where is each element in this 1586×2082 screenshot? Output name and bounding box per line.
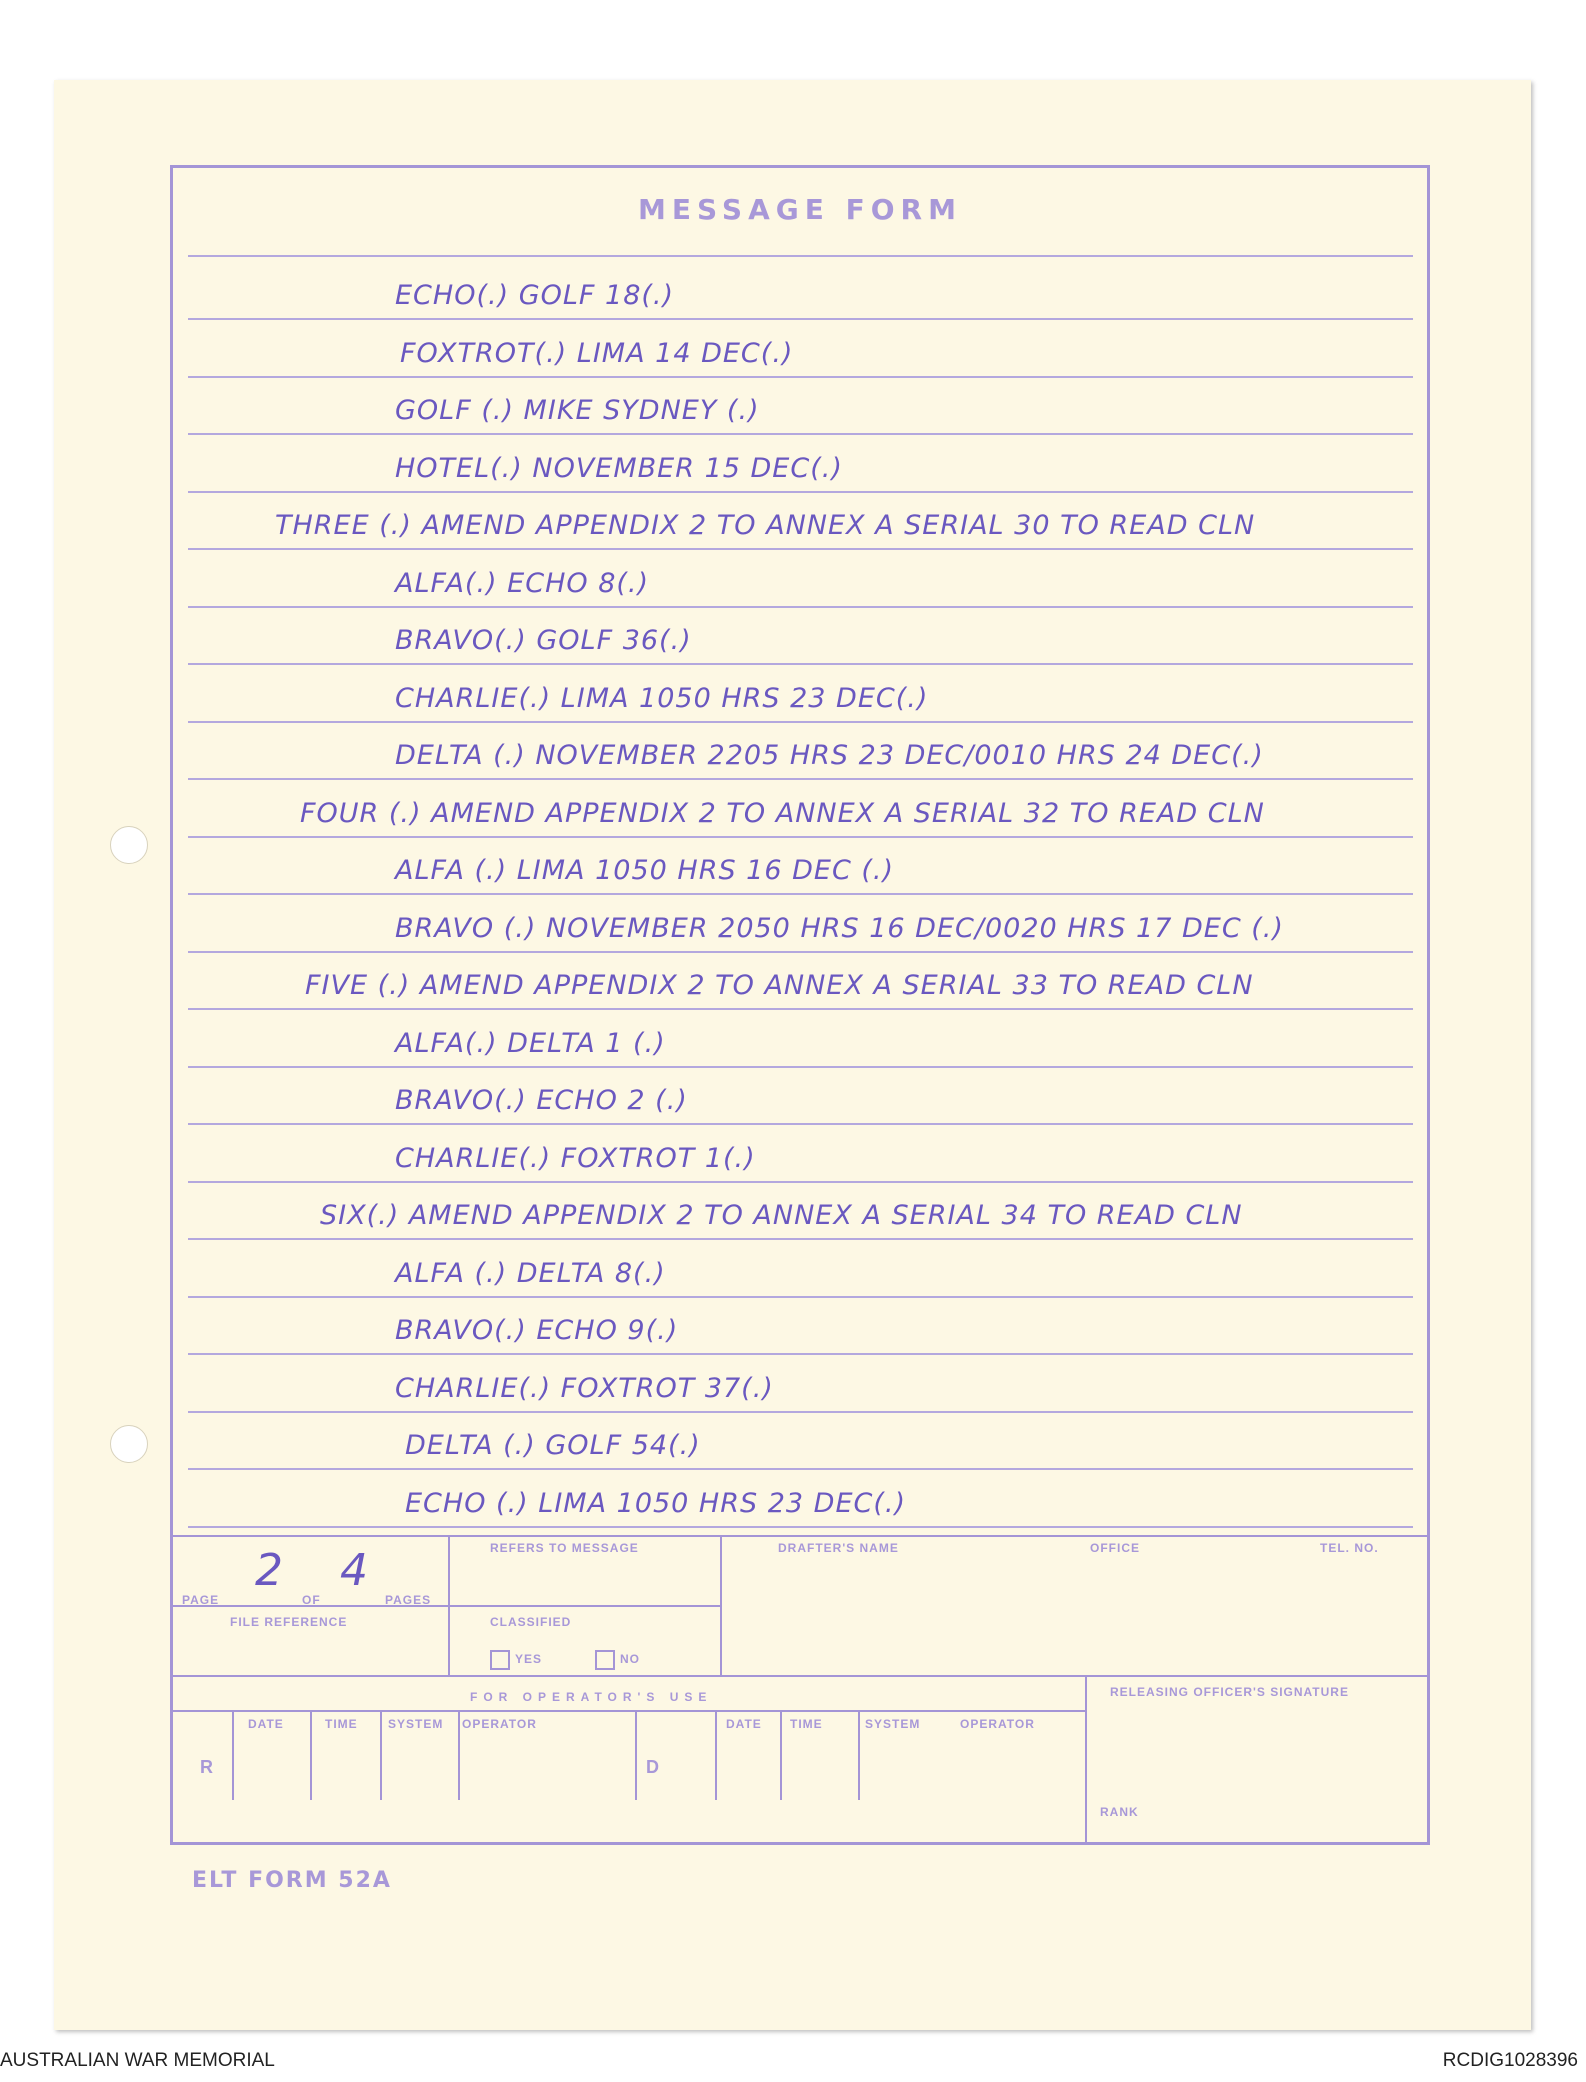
caption-left: AUSTRALIAN WAR MEMORIAL xyxy=(0,2050,275,2071)
office-label: OFFICE xyxy=(1090,1541,1140,1555)
page-total: 4 xyxy=(340,1545,368,1596)
d-operator-label: OPERATOR xyxy=(960,1717,1035,1731)
message-form xyxy=(170,165,1430,1845)
file-reference-label: FILE REFERENCE xyxy=(230,1615,348,1629)
page-number: 2 xyxy=(255,1545,283,1596)
message-line: CHARLIE(.) FOXTROT 37(.) xyxy=(395,1372,774,1404)
r-date-label: DATE xyxy=(248,1717,284,1731)
drafters-name-label: DRAFTER'S NAME xyxy=(778,1541,899,1555)
operator-grid-divider xyxy=(715,1710,717,1800)
form-ruled-line xyxy=(188,1468,1413,1470)
message-line: ALFA (.) LIMA 1050 HRS 16 DEC (.) xyxy=(395,855,895,886)
r-system-label: SYSTEM xyxy=(388,1717,444,1731)
message-line: ALFA (.) DELTA 8(.) xyxy=(395,1257,666,1289)
message-line: CHARLIE(.) LIMA 1050 HRS 23 DEC(.) xyxy=(395,682,929,714)
form-ruled-line xyxy=(188,893,1413,895)
form-ruled-line xyxy=(188,1238,1413,1240)
form-ruled-line xyxy=(188,491,1413,493)
message-line: CHARLIE(.) FOXTROT 1(.) xyxy=(395,1142,756,1174)
form-ruled-line xyxy=(188,1353,1413,1355)
form-ruled-line xyxy=(188,1123,1413,1125)
classified-yes-checkbox[interactable] xyxy=(490,1650,510,1670)
message-line: DELTA (.) NOVEMBER 2205 HRS 23 DEC/0010 HRS 24 DEC(.) xyxy=(395,740,1264,771)
r-label: R xyxy=(200,1757,214,1777)
punch-hole xyxy=(110,1425,148,1463)
form-ruled-line xyxy=(188,1066,1413,1068)
yes-label: YES xyxy=(515,1652,543,1666)
form-ruled-line xyxy=(188,721,1413,723)
message-line: FIVE (.) AMEND APPENDIX 2 TO ANNEX A SERIAL 33 TO READ CLN xyxy=(305,970,1254,1001)
operator-grid-divider xyxy=(858,1710,860,1800)
message-line: FOXTROT(.) LIMA 14 DEC(.) xyxy=(400,337,794,369)
rank-label: RANK xyxy=(1100,1805,1139,1819)
message-line: DELTA (.) GOLF 54(.) xyxy=(405,1430,701,1461)
message-line: ALFA(.) ECHO 8(.) xyxy=(395,567,650,599)
operator-grid-divider xyxy=(780,1710,782,1800)
message-line: ALFA(.) DELTA 1 (.) xyxy=(395,1027,666,1059)
caption-right: RCDIG1028396 xyxy=(1442,2050,1578,2071)
form-ruled-line xyxy=(188,433,1413,435)
message-line: ECHO(.) GOLF 18(.) xyxy=(395,280,675,311)
d-label: D xyxy=(646,1757,660,1777)
form-ruled-line xyxy=(188,836,1413,838)
punch-hole xyxy=(110,826,148,864)
footer-divider xyxy=(1085,1675,1087,1845)
r-operator-label: OPERATOR xyxy=(462,1717,537,1731)
form-ruled-line xyxy=(188,663,1413,665)
operator-grid-divider xyxy=(458,1710,460,1800)
operator-grid-divider xyxy=(232,1710,234,1800)
r-time-label: TIME xyxy=(325,1717,358,1731)
footer-mid-rule xyxy=(170,1675,1430,1677)
for-operators-use-label: FOR OPERATOR'S USE xyxy=(470,1690,713,1704)
form-ruled-line xyxy=(188,778,1413,780)
message-line: BRAVO (.) NOVEMBER 2050 HRS 16 DEC/0020 HRS 17 DEC (.) xyxy=(395,912,1284,944)
message-line: THREE (.) AMEND APPENDIX 2 TO ANNEX A SERIAL 30 TO READ CLN xyxy=(275,510,1256,541)
pages-label: PAGES xyxy=(385,1593,432,1607)
message-line: SIX(.) AMEND APPENDIX 2 TO ANNEX A SERIAL 34 TO READ CLN xyxy=(320,1200,1243,1231)
of-label: OF xyxy=(302,1593,321,1607)
form-ruled-line xyxy=(188,548,1413,550)
releasing-officers-signature-label: RELEASING OFFICER'S SIGNATURE xyxy=(1110,1685,1349,1699)
form-ruled-line xyxy=(188,1296,1413,1298)
form-ruled-line xyxy=(188,606,1413,608)
operator-grid-divider xyxy=(635,1710,637,1800)
refers-to-message-label: REFERS TO MESSAGE xyxy=(490,1541,639,1555)
form-ruled-line xyxy=(188,1008,1413,1010)
no-label: NO xyxy=(620,1652,640,1666)
form-title: MESSAGE FORM xyxy=(638,193,962,226)
form-ruled-line xyxy=(188,951,1413,953)
footer-rule xyxy=(448,1605,720,1607)
message-line: GOLF (.) MIKE SYDNEY (.) xyxy=(395,395,760,426)
operator-header-rule xyxy=(170,1710,1085,1712)
page-label: PAGE xyxy=(182,1593,220,1607)
form-ruled-line xyxy=(188,255,1413,257)
message-line: HOTEL(.) NOVEMBER 15 DEC(.) xyxy=(395,452,843,484)
d-date-label: DATE xyxy=(726,1717,762,1731)
form-ruled-line xyxy=(188,1526,1413,1528)
operator-grid-divider xyxy=(380,1710,382,1800)
classified-label: CLASSIFIED xyxy=(490,1615,572,1629)
footer-divider xyxy=(720,1535,722,1675)
d-time-label: TIME xyxy=(790,1717,823,1731)
classified-no-checkbox[interactable] xyxy=(595,1650,615,1670)
tel-no-label: TEL. NO. xyxy=(1320,1541,1379,1555)
message-line: BRAVO(.) GOLF 36(.) xyxy=(395,625,692,656)
message-line: FOUR (.) AMEND APPENDIX 2 TO ANNEX A SERIAL 32 TO READ CLN xyxy=(300,797,1265,829)
d-system-label: SYSTEM xyxy=(865,1717,921,1731)
message-line: ECHO (.) LIMA 1050 HRS 23 DEC(.) xyxy=(405,1487,907,1519)
operator-grid-divider xyxy=(310,1710,312,1800)
message-line: BRAVO(.) ECHO 2 (.) xyxy=(395,1085,688,1116)
form-ruled-line xyxy=(188,376,1413,378)
form-ruled-line xyxy=(188,318,1413,320)
form-id: ELT FORM 52A xyxy=(192,1868,392,1893)
footer-top-rule xyxy=(170,1535,1430,1537)
form-ruled-line xyxy=(188,1181,1413,1183)
message-line: BRAVO(.) ECHO 9(.) xyxy=(395,1315,679,1346)
form-ruled-line xyxy=(188,1411,1413,1413)
